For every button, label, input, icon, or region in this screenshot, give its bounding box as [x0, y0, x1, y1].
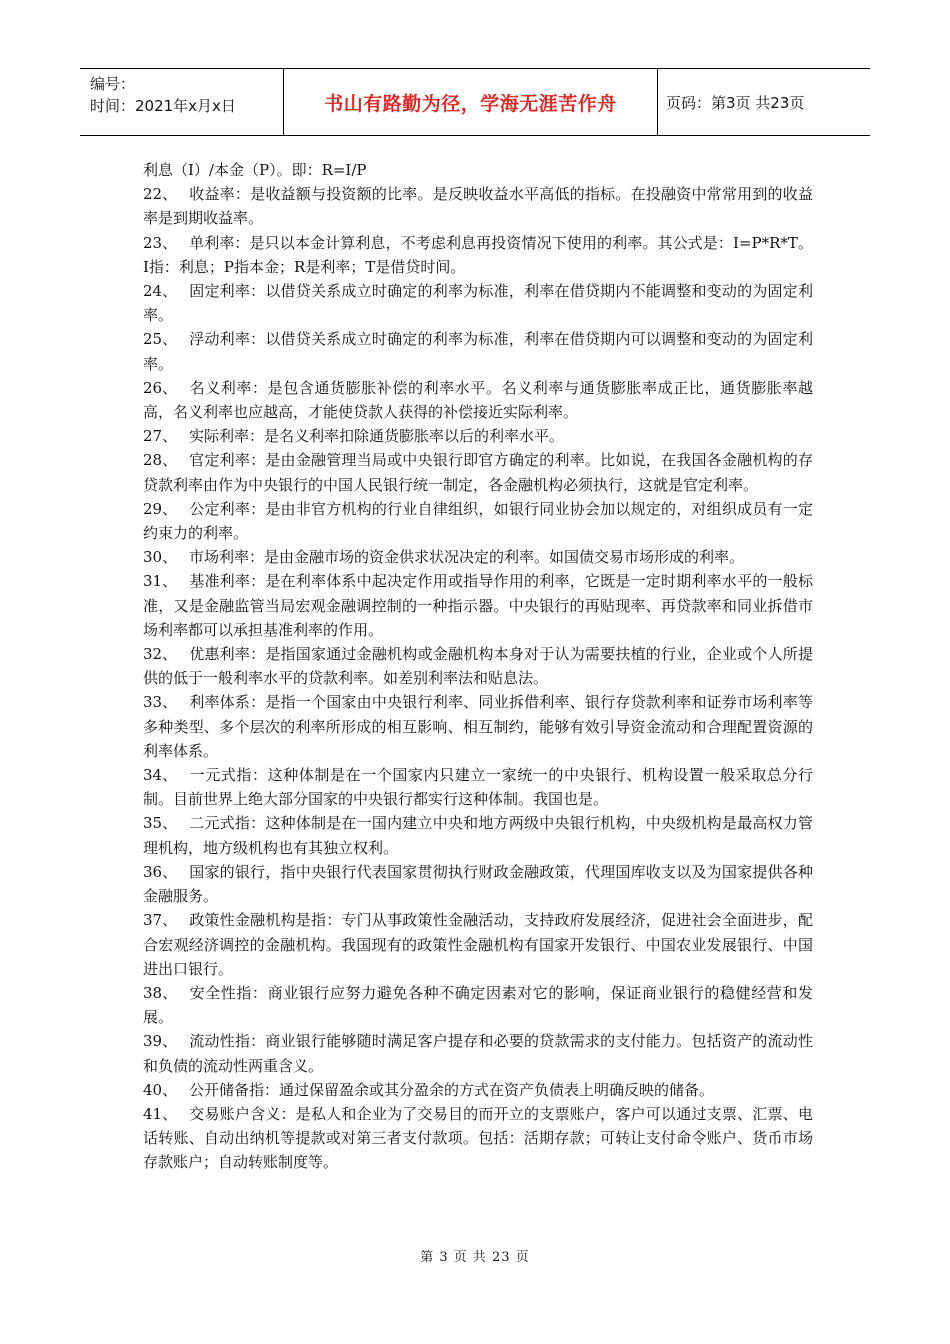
item-text: 公开储备指：通过保留盈余或其分盈余的方式在资产负债表上明确反映的储备。 [189, 1080, 715, 1099]
list-item [143, 376, 813, 424]
item-number: 34、 [143, 766, 178, 785]
definition-list [143, 182, 813, 1174]
item-number: 27、 [143, 427, 178, 446]
item-text: 名义利率：是包含通货膨胀补偿的利率水平。名义利率与通货膨胀率成正比，通货膨胀率越高，名义利率也应越高，才能使贷款人获得的补偿接近实际利率。 [143, 378, 813, 422]
intro-line: 利息（I）/本金（P）。即：R=I/P [143, 161, 367, 179]
list-item [143, 497, 813, 545]
item-text: 浮动利率：以借贷关系成立时确定的利率为标准，利率在借贷期内可以调整和变动的为固定利率。 [143, 330, 813, 373]
list-item [143, 231, 813, 279]
item-number: 28、 [143, 451, 178, 470]
item-text: 利率体系：是指一个国家由中央银行利率、同业拆借利率、银行存贷款利率和证券市场利率等多种类型、多个层次的利率所形成的相互影响、相互制约，能够有效引导资金流动和合理配置资源的利率体系。 [143, 693, 813, 760]
item-text: 安全性指：商业银行应努力避免各种不确定因素对它的影响，保证商业银行的稳健经营和发展。 [143, 983, 813, 1027]
item-text: 二元式指：这种体制是在一国内建立中央和地方两级中央银行机构，中央级机构是最高权力管理机构，地方级机构也有其独立权利。 [143, 814, 813, 857]
item-number: 23、 [143, 233, 178, 252]
item-text: 公定利率：是由非官方机构的行业自律组织，如银行同业协会加以规定的，对组织成员有一定约束力的利率。 [143, 499, 813, 543]
item-text: 实际利率：是名义利率扣除通货膨胀率以后的利率水平。 [189, 427, 565, 446]
document-body [143, 158, 813, 1175]
list-item [143, 1029, 813, 1077]
item-text: 优惠利率：是指国家通过金融机构或金融机构本身对于认为需要扶植的行业，企业或个人所提供的低于一般利率水平的贷款利率。如差别利率法和贴息法。 [143, 645, 813, 688]
item-text: 固定利率：以借贷关系成立时确定的利率为标准，利率在借贷期内不能调整和变动的为固定利率。 [143, 282, 813, 325]
header-page-number: 页码：第3页 共23页 [666, 93, 805, 112]
item-number: 32、 [143, 645, 178, 664]
item-number: 33、 [143, 693, 178, 712]
list-item [143, 182, 813, 230]
item-number: 40、 [143, 1080, 178, 1099]
header-meta [80, 69, 284, 135]
item-text: 国家的银行，指中央银行代表国家贯彻执行财政金融政策，代理国库收支以及为国家提供各种金融服务。 [143, 862, 813, 906]
list-item [143, 690, 813, 763]
item-text: 官定利率：是由金融管理当局或中央银行即官方确定的利率。比如说，在我国各金融机构的存贷款利率由作为中央银行的中国人民银行统一制定，各金融机构必须执行，这就是官定利率。 [143, 451, 813, 494]
list-item [143, 279, 813, 327]
item-text: 一元式指：这种体制是在一个国家内只建立一家统一的中央银行、机构设置一般采取总分行制。目前世界上绝大部分国家的中央银行都实行这种体制。我国也是。 [143, 766, 813, 809]
list-item [143, 424, 813, 448]
item-text: 单利率：是只以本金计算利息，不考虑利息再投资情况下使用的利率。其公式是：I=P*R*T。I指：利息；P指本金；R是利率；T是借贷时间。 [143, 233, 813, 276]
item-number: 35、 [143, 814, 178, 833]
item-text: 交易账户含义：是私人和企业为了交易目的而开立的支票账户，客户可以通过支票、汇票、电话转账、自动出纳机等提款或对第三者支付款项。包括：活期存款；可转让支付命令账户、货币市场存款账户；自动转账制度等。 [143, 1104, 813, 1172]
item-text: 基准利率：是在利率体系中起决定作用或指导作用的利率，它既是一定时期利率水平的一般标准，又是金融监管当局宏观金融调控制的一种指示器。中央银行的再贴现率、再贷款率和同业拆借市场利率都可以承担基准利率的作用。 [143, 572, 813, 639]
document-number-label: 编号： [90, 75, 136, 93]
item-number: 24、 [143, 282, 178, 301]
item-number: 38、 [143, 983, 178, 1002]
item-number: 39、 [143, 1032, 178, 1051]
header-motto: 书山有路勤为径，学海无涯苦作舟 [284, 69, 658, 135]
document-date-label: 时间：2021年x月x日 [90, 97, 236, 115]
item-text: 流动性指：商业银行能够随时满足客户提存和必要的贷款需求的支付能力。包括资产的流动性和负债的流动性两重含义。 [143, 1032, 813, 1075]
item-number: 37、 [143, 911, 178, 930]
list-item [143, 811, 813, 859]
item-number: 30、 [143, 548, 178, 567]
item-number: 25、 [143, 330, 178, 349]
page-header [80, 68, 870, 136]
item-number: 31、 [143, 572, 178, 591]
list-item [143, 981, 813, 1029]
item-text: 市场利率：是由金融市场的资金供求状况决定的利率。如国债交易市场形成的利率。 [189, 548, 745, 567]
list-item [143, 545, 813, 569]
list-item [143, 860, 813, 908]
item-text: 政策性金融机构是指：专门从事政策性金融活动，支持政府发展经济，促进社会全面进步，配合宏观经济调控的金融机构。我国现有的政策性金融机构有国家开发银行、中国农业发展银行、中国进出口银行。 [143, 911, 813, 978]
item-number: 41、 [143, 1104, 178, 1123]
list-item [143, 763, 813, 811]
item-text: 收益率：是收益额与投资额的比率。是反映收益水平高低的指标。在投融资中常常用到的收益率是到期收益率。 [143, 185, 813, 228]
list-item [143, 908, 813, 981]
list-item [143, 327, 813, 375]
list-item [143, 569, 813, 642]
item-number: 26、 [143, 378, 178, 397]
item-number: 22、 [143, 185, 178, 204]
item-number: 29、 [143, 499, 178, 518]
list-item [143, 1102, 813, 1175]
list-item [143, 448, 813, 496]
list-item [143, 642, 813, 690]
page-footer: 第 3 页 共 23 页 [420, 1250, 530, 1265]
item-number: 36、 [143, 862, 178, 881]
list-item [143, 1078, 813, 1102]
